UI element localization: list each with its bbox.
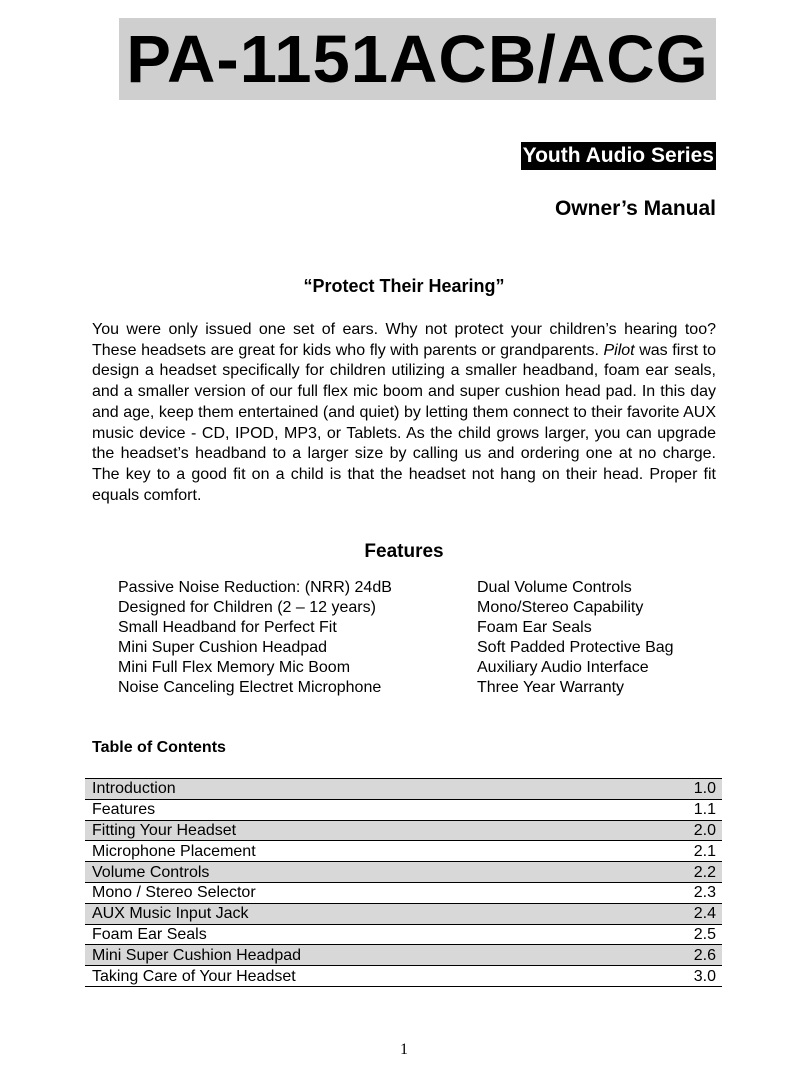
feature-item: Designed for Children (2 – 12 years) xyxy=(118,599,376,616)
feature-item: Three Year Warranty xyxy=(477,679,625,696)
feature-item: Mini Super Cushion Headpad xyxy=(118,639,328,656)
intro-text-start: You were only issued one set of ears. Why not protect your children’s hearing too? These headsets are great for kids who fly with parents or grandparents. xyxy=(92,321,716,359)
features-list-left xyxy=(118,578,392,698)
manual-subtitle: Owner’s Manual xyxy=(554,197,716,220)
toc-label: Mono / Stereo Selector xyxy=(85,882,635,903)
toc-row xyxy=(85,799,722,820)
table-of-contents xyxy=(85,778,722,987)
toc-row xyxy=(85,945,722,966)
feature-item: Mono/Stereo Capability xyxy=(477,599,644,616)
features-list-right xyxy=(477,578,674,698)
toc-section-number: 2.6 xyxy=(635,945,722,966)
toc-label: Features xyxy=(85,799,635,820)
toc-heading: Table of Contents xyxy=(92,739,226,756)
toc-section-number: 2.4 xyxy=(635,903,722,924)
toc-row xyxy=(85,841,722,862)
toc-section-number: 2.3 xyxy=(635,882,722,903)
toc-row xyxy=(85,779,722,800)
toc-label: Volume Controls xyxy=(85,862,635,883)
toc-row xyxy=(85,966,722,987)
feature-item: Foam Ear Seals xyxy=(477,619,592,636)
brand-name: Pilot xyxy=(603,341,635,359)
feature-item: Passive Noise Reduction: (NRR) 24dB xyxy=(118,579,392,596)
toc-label: Foam Ear Seals xyxy=(85,924,635,945)
intro-paragraph xyxy=(92,320,716,506)
toc-section-number: 1.1 xyxy=(635,799,722,820)
toc-label: Mini Super Cushion Headpad xyxy=(85,945,635,966)
feature-item: Auxiliary Audio Interface xyxy=(477,659,649,676)
toc-section-number: 3.0 xyxy=(635,966,722,987)
toc-label: Fitting Your Headset xyxy=(85,820,635,841)
toc-label: Microphone Placement xyxy=(85,841,635,862)
toc-section-number: 2.2 xyxy=(635,862,722,883)
series-badge: Youth Audio Series xyxy=(521,142,716,170)
feature-item: Soft Padded Protective Bag xyxy=(477,639,674,656)
toc-row xyxy=(85,820,722,841)
toc-row xyxy=(85,924,722,945)
feature-item: Noise Canceling Electret Microphone xyxy=(118,679,382,696)
toc-section-number: 1.0 xyxy=(635,779,722,800)
feature-item: Small Headband for Perfect Fit xyxy=(118,619,337,636)
toc-label: AUX Music Input Jack xyxy=(85,903,635,924)
page-number: 1 xyxy=(400,1041,408,1058)
toc-label: Taking Care of Your Headset xyxy=(85,966,635,987)
toc-section-number: 2.0 xyxy=(635,820,722,841)
feature-item: Dual Volume Controls xyxy=(477,579,632,596)
intro-heading: “Protect Their Hearing” xyxy=(303,276,505,296)
toc-row xyxy=(85,903,722,924)
toc-row xyxy=(85,862,722,883)
features-heading: Features xyxy=(364,541,444,562)
product-title: PA-1151ACB/ACG xyxy=(126,22,709,97)
intro-text-end: was first to design a headset specifically for children utilizing a smaller headband, foam ear seals, and a smaller version of our full flex mic boom and super cushion head pad. In this day and age, keep them entertained (and quiet) by letting them connect to their favorite AUX music device - CD, IPOD, MP3, or Tablets. As the child grows larger, you can upgrade the headset’s headband to a larger size by calling us and ordering one at no charge. The key to a good fit on a child is that the headset not hang on their head. Proper fit equals comfort. xyxy=(92,341,717,504)
toc-section-number: 2.1 xyxy=(635,841,722,862)
toc-section-number: 2.5 xyxy=(635,924,722,945)
toc-label: Introduction xyxy=(85,779,635,800)
toc-row xyxy=(85,882,722,903)
feature-item: Mini Full Flex Memory Mic Boom xyxy=(118,659,351,676)
